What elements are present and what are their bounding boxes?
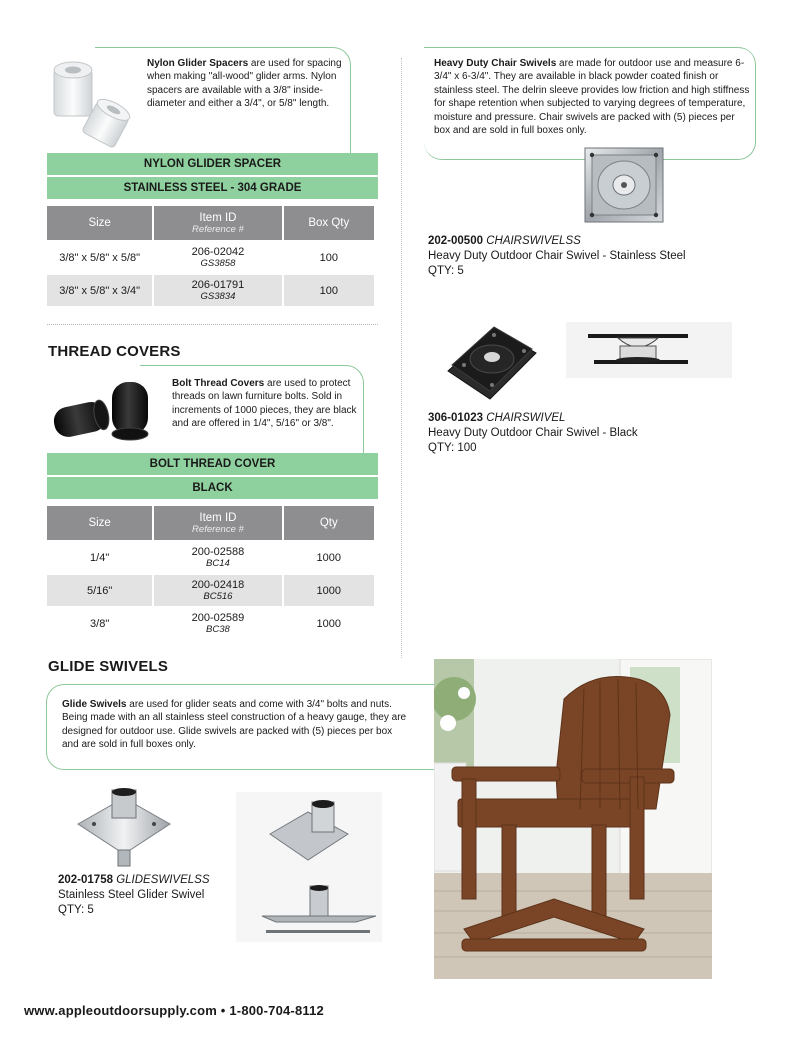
product-name: Stainless Steel Glider Swivel [58, 889, 205, 901]
item-id: 200-02418 [191, 579, 245, 591]
thread-covers-title: THREAD COVERS [48, 343, 181, 360]
glide-swivels-title: GLIDE SWIVELS [48, 658, 169, 675]
chair-swivel-text: are made for outdoor use and measure 6-3/4" x 6-3/4". They are available in black powder coated finish or stainless steel. The delrin sleeve provides low friction and high stiffness for shape retention when subjected to varying degrees of temperature, moisture and pressure. Chair swivels are packed with (5) pieces per box and are sold in full boxes only. [434, 58, 750, 137]
glide-swivel-description [62, 698, 407, 752]
size-cell: 1/4" [90, 551, 110, 564]
chair-swivel-description [434, 57, 750, 137]
thread-cover-description [172, 377, 360, 431]
nylon-spacer-name: Nylon Glider Spacers [147, 58, 249, 69]
nylon-spacer-table [45, 204, 376, 308]
footer-contact: www.appleoutdoorsupply.com • 1-800-704-8112 [24, 1003, 324, 1018]
glide-swivel-label [58, 873, 210, 918]
column-header-item-id [154, 506, 281, 540]
item-id-cell [154, 575, 281, 606]
section-divider [47, 324, 378, 325]
product-code-line [58, 873, 210, 888]
product-name: Heavy Duty Outdoor Chair Swivel - Black [428, 427, 638, 439]
stainless-chair-swivel-label [428, 234, 686, 279]
table-row [47, 542, 374, 573]
qty-cell: 100 [284, 275, 374, 306]
thread-cover-text: are used to protect threads on lawn furniture bolts. Sold in increments of 1000 pieces, they are black and are offered in 1/4", 5/16" or 3/8". [172, 378, 357, 430]
item-id: 206-02042 [191, 246, 245, 258]
item-id: 200-02589 [191, 612, 245, 624]
product-qty: QTY: 5 [58, 904, 94, 916]
item-id-label: Item ID [199, 211, 237, 224]
table-header-row [47, 206, 374, 240]
qty-cell: 1000 [316, 617, 342, 630]
nylon-spacer-text: are used for spacing when making "all-wood" glider arms. Nylon spacers are available with a 3/8" inside-diameter and either a 3/4", or 5/8" length. [147, 58, 342, 110]
item-id-cell [154, 542, 281, 573]
column-header-size: Size [47, 506, 152, 540]
glide-swivel-text: are used for glider seats and come with 3/4" bolts and nuts. Being made with an all stainless steel construction of a heavy gauge, they are designed for outdoor use. Glide swivels are packed with (5) pieces per box and are sold in full boxes only. [62, 699, 407, 751]
product-qty: QTY: 5 [428, 265, 464, 277]
column-header-item-id [154, 206, 281, 240]
thread-cover-table [45, 504, 376, 641]
reference-label: Reference # [192, 223, 244, 235]
size-cell: 3/8" x 5/8" x 3/4" [47, 275, 152, 306]
product-code-line [428, 234, 686, 249]
product-alias: GLIDESWIVELSS [116, 874, 210, 886]
size-cell: 5/16" [47, 575, 152, 606]
nylon-spacer-bar: NYLON GLIDER SPACER [47, 153, 378, 175]
reference-label: Reference # [192, 523, 244, 535]
item-id-label: Item ID [199, 511, 237, 524]
thread-cover-bar: BOLT THREAD COVER [47, 453, 378, 475]
reference-code: GS3834 [200, 291, 236, 302]
glide-swivel-side-image [236, 872, 382, 942]
column-header-size: Size [47, 206, 152, 240]
qty-cell: 100 [319, 251, 338, 264]
table-row [47, 608, 374, 639]
item-id-cell [154, 608, 281, 639]
glide-swivel-top-image [236, 792, 382, 872]
column-divider [401, 58, 402, 658]
column-header-qty: Qty [284, 506, 374, 540]
black-chair-swivel-label [428, 411, 638, 456]
item-id-cell [154, 242, 281, 273]
item-id-cell [154, 275, 281, 306]
thread-cover-color-bar: BLACK [47, 477, 378, 499]
product-name: Heavy Duty Outdoor Chair Swivel - Stainless Steel [428, 250, 686, 262]
table-row [47, 242, 374, 273]
item-id: 200-02588 [191, 546, 245, 558]
product-code-line [428, 411, 638, 426]
thread-cover-name: Bolt Thread Covers [172, 378, 265, 389]
column-header-qty: Box Qty [284, 206, 374, 240]
table-row [47, 275, 374, 306]
nylon-spacer-grade-bar: STAINLESS STEEL - 304 GRADE [47, 177, 378, 199]
glider-chair-photo [434, 659, 712, 979]
glide-swivel-image [74, 784, 174, 870]
reference-code: BC14 [206, 558, 230, 569]
nylon-spacer-description [147, 57, 347, 111]
product-code: 306-01023 [428, 412, 483, 424]
reference-code: GS3858 [200, 258, 236, 269]
black-chair-swivel-image [444, 323, 539, 403]
table-row [47, 575, 374, 606]
product-code: 202-00500 [428, 235, 483, 247]
chair-swivel-name: Heavy Duty Chair Swivels [434, 58, 557, 69]
black-chair-swivel-side-image [566, 322, 732, 378]
glide-swivel-name: Glide Swivels [62, 699, 127, 710]
item-id: 206-01791 [191, 279, 245, 291]
reference-code: BC516 [203, 591, 233, 602]
product-qty: QTY: 100 [428, 442, 477, 454]
product-alias: CHAIRSWIVELSS [486, 235, 581, 247]
qty-cell: 1000 [284, 575, 374, 606]
reference-code: BC38 [206, 624, 230, 635]
stainless-chair-swivel-image [582, 146, 666, 228]
qty-cell: 1000 [316, 551, 342, 564]
size-cell: 3/8" x 5/8" x 5/8" [59, 251, 141, 264]
product-code: 202-01758 [58, 874, 113, 886]
table-header-row [47, 506, 374, 540]
size-cell: 3/8" [90, 617, 110, 630]
product-alias: CHAIRSWIVEL [486, 412, 566, 424]
